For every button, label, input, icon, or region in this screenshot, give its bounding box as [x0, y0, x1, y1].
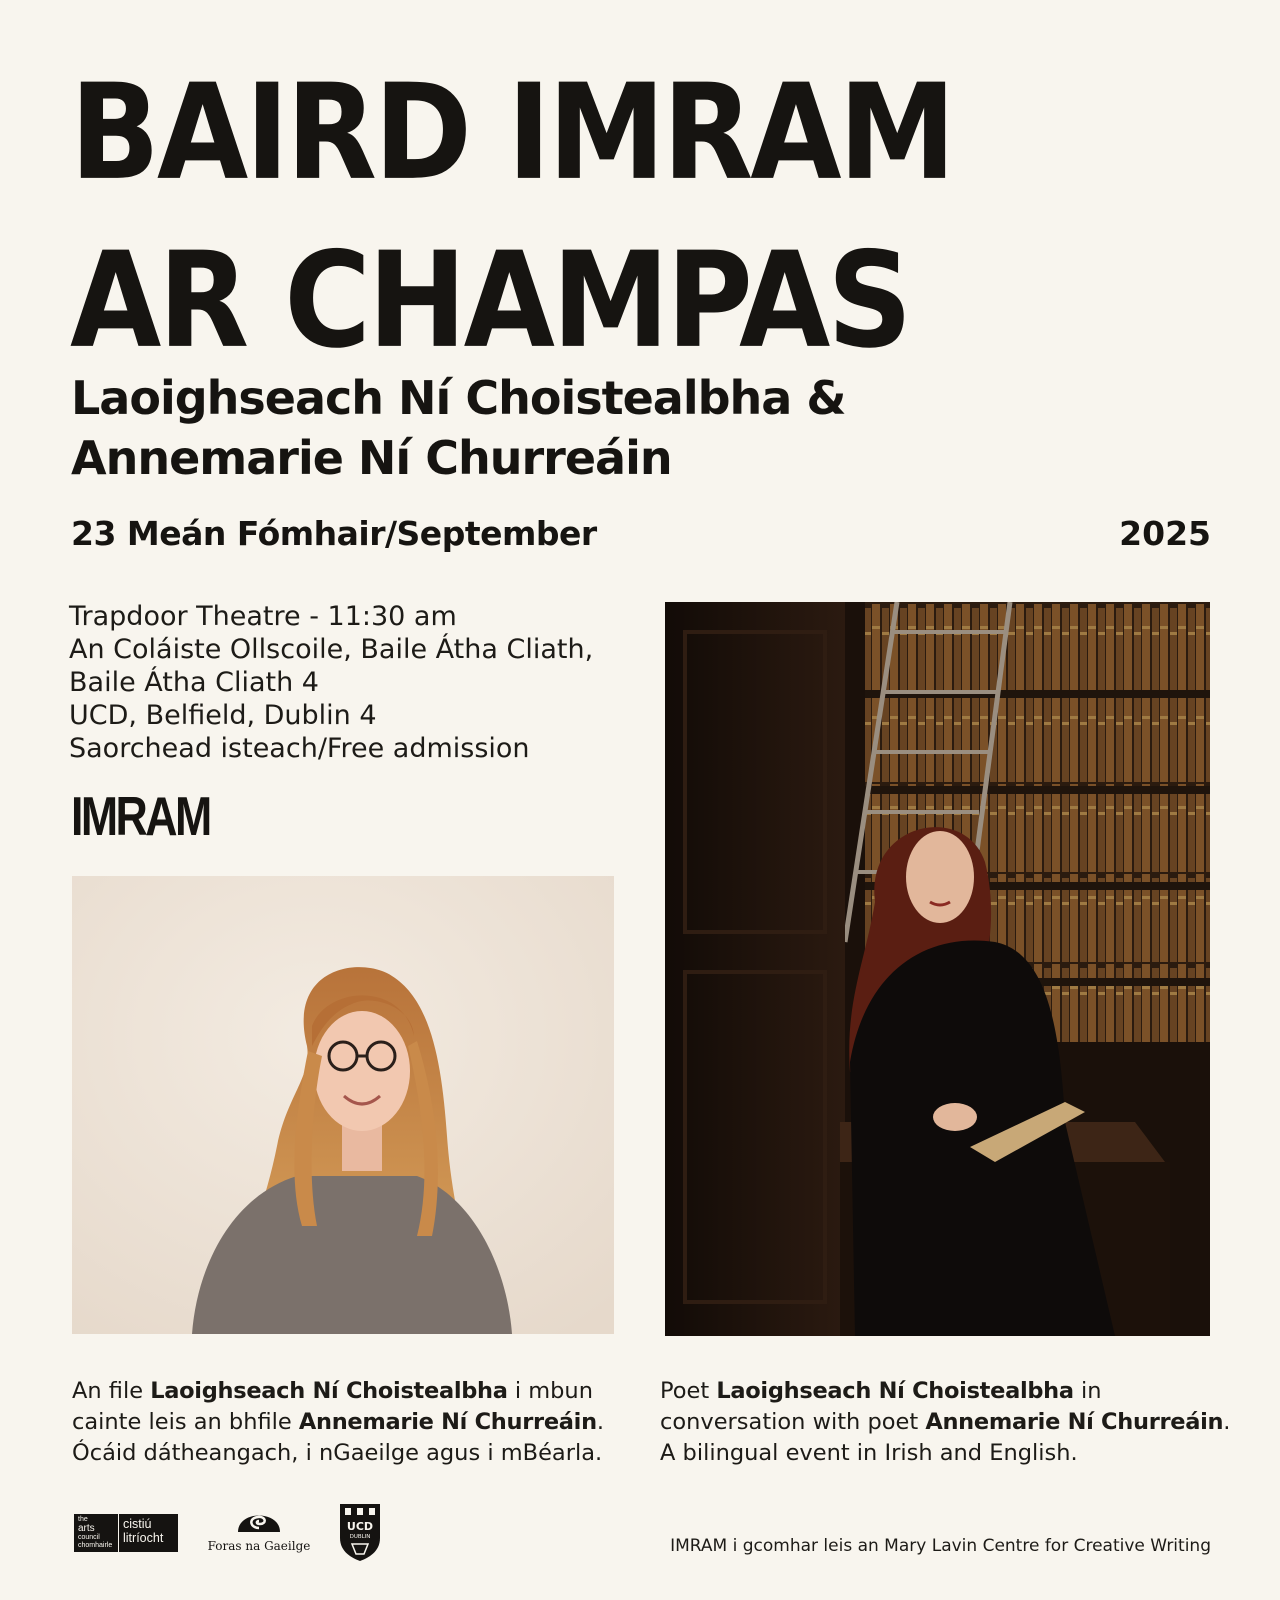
partner-credit: IMRAM i gcomhar leis an Mary Lavin Centre for Creative Writing [670, 1536, 1211, 1556]
foras-na-gaeilge-logo: Foras na Gaeilge [204, 1500, 314, 1553]
event-title [70, 48, 1220, 384]
venue-details [69, 600, 649, 765]
venue-line: An Coláiste Ollscoile, Baile Átha Cliath, [69, 634, 594, 665]
caption-line: Poet Laoighseach Ní Choistealbha in [660, 1378, 1102, 1404]
caption-line: conversation with poet Annemarie Ní Churreáin. [660, 1409, 1231, 1435]
ucd-crest-logo [338, 1500, 382, 1567]
photo-annemarie [665, 602, 1210, 1336]
poets-heading [71, 368, 1171, 488]
poets-line-1: Laoighseach Ní Choistealbha & [71, 371, 846, 425]
spiral-icon [236, 1500, 282, 1534]
imram-logo: IMRAM [71, 786, 210, 848]
venue-line: Baile Átha Cliath 4 [69, 667, 319, 698]
svg-text:DUBLIN: DUBLIN [349, 1534, 371, 1540]
portrait-illustration-left [72, 876, 614, 1334]
event-year: 2025 [1119, 514, 1211, 553]
caption-irish [72, 1376, 652, 1469]
venue-line: Trapdoor Theatre - 11:30 am [69, 601, 457, 632]
caption-line: An file Laoighseach Ní Choistealbha i mbun [72, 1378, 593, 1404]
caption-line: cainte leis an bhfile Annemarie Ní Churreáin. [72, 1409, 604, 1435]
title-line-1: BAIRD IMRAM [70, 54, 953, 210]
venue-line: UCD, Belfield, Dublin 4 [69, 700, 377, 731]
portrait-illustration-right [665, 602, 1210, 1336]
caption-line: Ócáid dátheangach, i nGaeilge agus i mBéarla. [72, 1440, 603, 1466]
caption-english [660, 1376, 1240, 1469]
photo-laoighseach [72, 876, 614, 1334]
poets-line-2: Annemarie Ní Churreáin [71, 431, 672, 485]
arts-council-logo: the arts council chomhairle cistiú litríocht [74, 1514, 178, 1552]
ucd-crest-icon [338, 1500, 382, 1562]
venue-line: Saorchead isteach/Free admission [69, 733, 530, 764]
svg-text:UCD: UCD [346, 1520, 374, 1533]
title-line-2: AR CHAMPAS [70, 222, 910, 378]
caption-line: A bilingual event in Irish and English. [660, 1440, 1078, 1466]
event-date: 23 Meán Fómhair/September [71, 514, 597, 553]
